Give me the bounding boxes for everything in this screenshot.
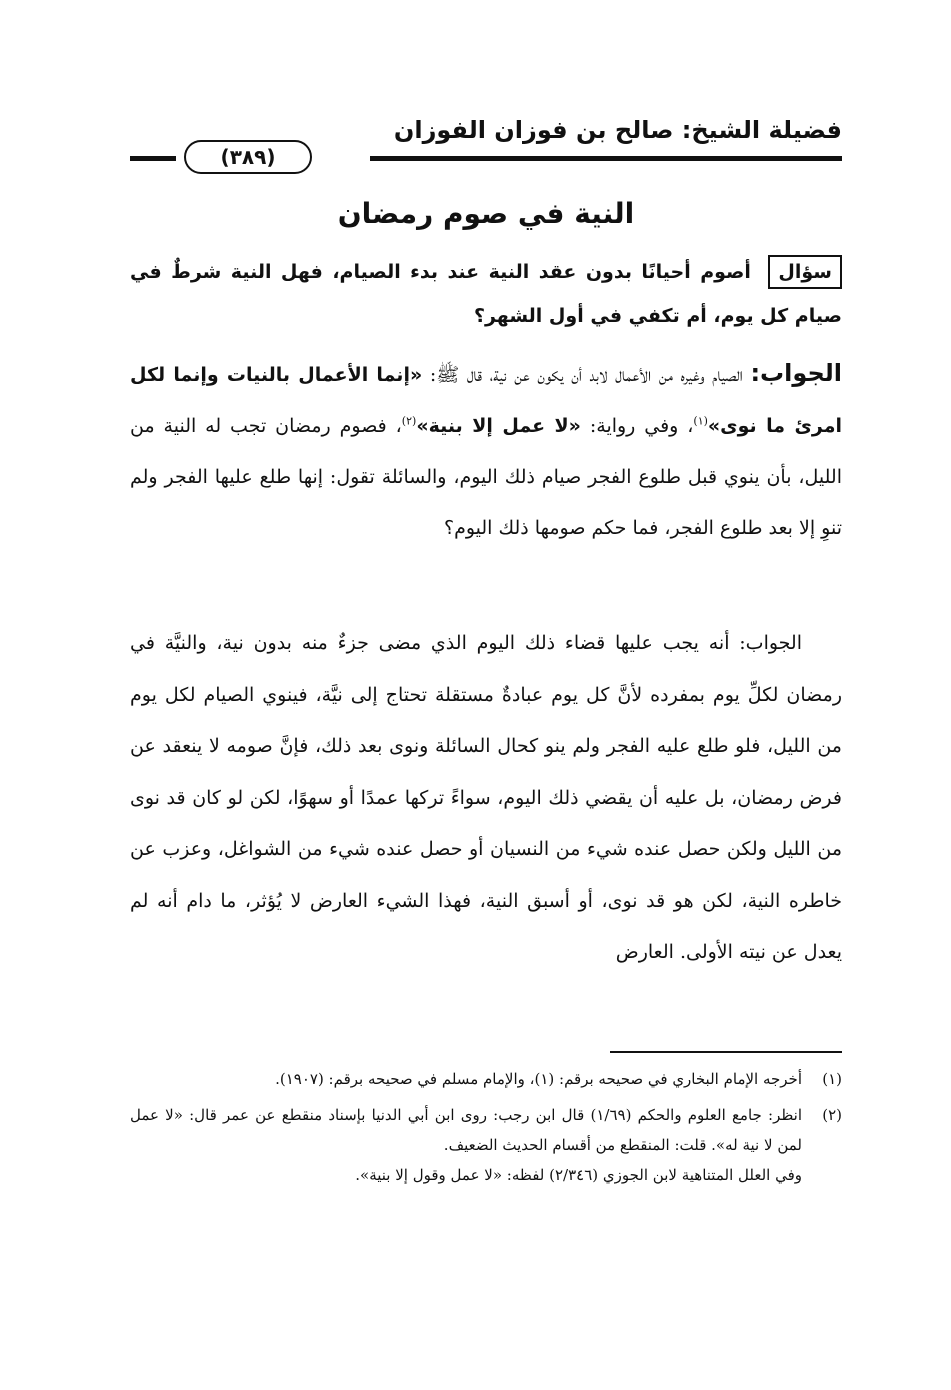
answer-text-3: ، فصوم رمضان تجب له النية من الليل، بأن ينوي قبل طلوع الفجر صيام ذلك اليوم، والسائلة تقول: إنها طلع عليها الفجر ولم تنوِ إلا بعد طلوع الفجر، فما حكم صومها ذلك اليوم؟ — [130, 415, 842, 539]
answer-text-2: ، وفي رواية: — [580, 415, 694, 437]
question-label: سؤال — [768, 255, 842, 289]
answer-block — [130, 348, 842, 554]
running-header — [130, 112, 842, 182]
footnote-2 — [130, 1100, 842, 1190]
footnote-text: انظر: جامع العلوم والحكم (١/٦٩) قال ابن رجب: روى ابن أبي الدنيا بإسناد منقطع عن عمر قال: «لا عمل لمن لا نية له». قلت: المنقطع من أقسام الحديث الضعيف. — [130, 1106, 802, 1154]
footnote-1 — [130, 1064, 842, 1094]
question-block — [130, 250, 842, 338]
footnote-ref-2: (٢) — [401, 414, 417, 428]
header-rule-left — [130, 156, 176, 161]
reply-paragraph: الجواب: أنه يجب عليها قضاء ذلك اليوم الذي مضى جزءٌ منه بدون نية، والنيَّة في رمضان لكلِّ يوم بمفرده لأنَّ كل يوم عبادةٌ مستقلة تحتاج إلى نيَّة، فينوي الصيام لكل يوم من الليل، فلو طلع عليه الفجر ولم ينو كحال السائلة ونوى بعد ذلك، فإنَّ صومه لا ينعقد عن فرض رمضان، بل عليه أن يقضي ذلك اليوم، سواءً تركها عمدًا أو سهوًا، لكن لو كان قد نوى من الليل ولكن حصل عنده شيء من النسيان أو حصل عنده شيء من الشواغل، وعزب عن خاطره النية، لكن هو قد نوى، أو أسبق النية، فهذا الشيء العارض لا يُؤثر، ما دام أنه لم يعدل عن نيته الأولى. العارض — [130, 632, 842, 963]
header-author: فضيلة الشيخ: صالح بن فوزان الفوزان — [393, 116, 842, 144]
answer-label: الجواب: — [750, 359, 842, 387]
footnote-text: وفي العلل المتناهية لابن الجوزي (٢/٣٤٦) لفظه: «لا عمل وقول إلا بنية». — [355, 1166, 802, 1184]
footnote-divider — [610, 1051, 842, 1053]
footnote-number: (١) — [822, 1070, 842, 1088]
footnote-ref-1: (١) — [693, 414, 708, 428]
question-text: أصوم أحيانًا بدون عقد النية عند بدء الصيام، فهل النية شرطٌ في صيام كل يوم، أم تكفي في أول الشهر؟ — [130, 261, 842, 327]
footnote-text: أخرجه الإمام البخاري في صحيحه برقم: (١)، والإمام مسلم في صحيحه برقم: (١٩٠٧). — [275, 1070, 802, 1088]
answer-text-1: الصيام وغيره من الأعمال لابد أن يكون عن نية، قال ﷺ: — [422, 364, 751, 386]
header-rule-right — [370, 156, 842, 161]
footnote-number: (٢) — [822, 1106, 842, 1124]
hadith-2: «لا عمل إلا بنية» — [416, 415, 581, 437]
hadith-1: «إنما الأعمال بالنيات وإنما لكل امرئ ما نوى» — [130, 364, 842, 437]
page-number: (٣٨٩) — [184, 140, 312, 174]
footnotes — [130, 1064, 842, 1196]
section-title: النية في صوم رمضان — [337, 197, 635, 230]
